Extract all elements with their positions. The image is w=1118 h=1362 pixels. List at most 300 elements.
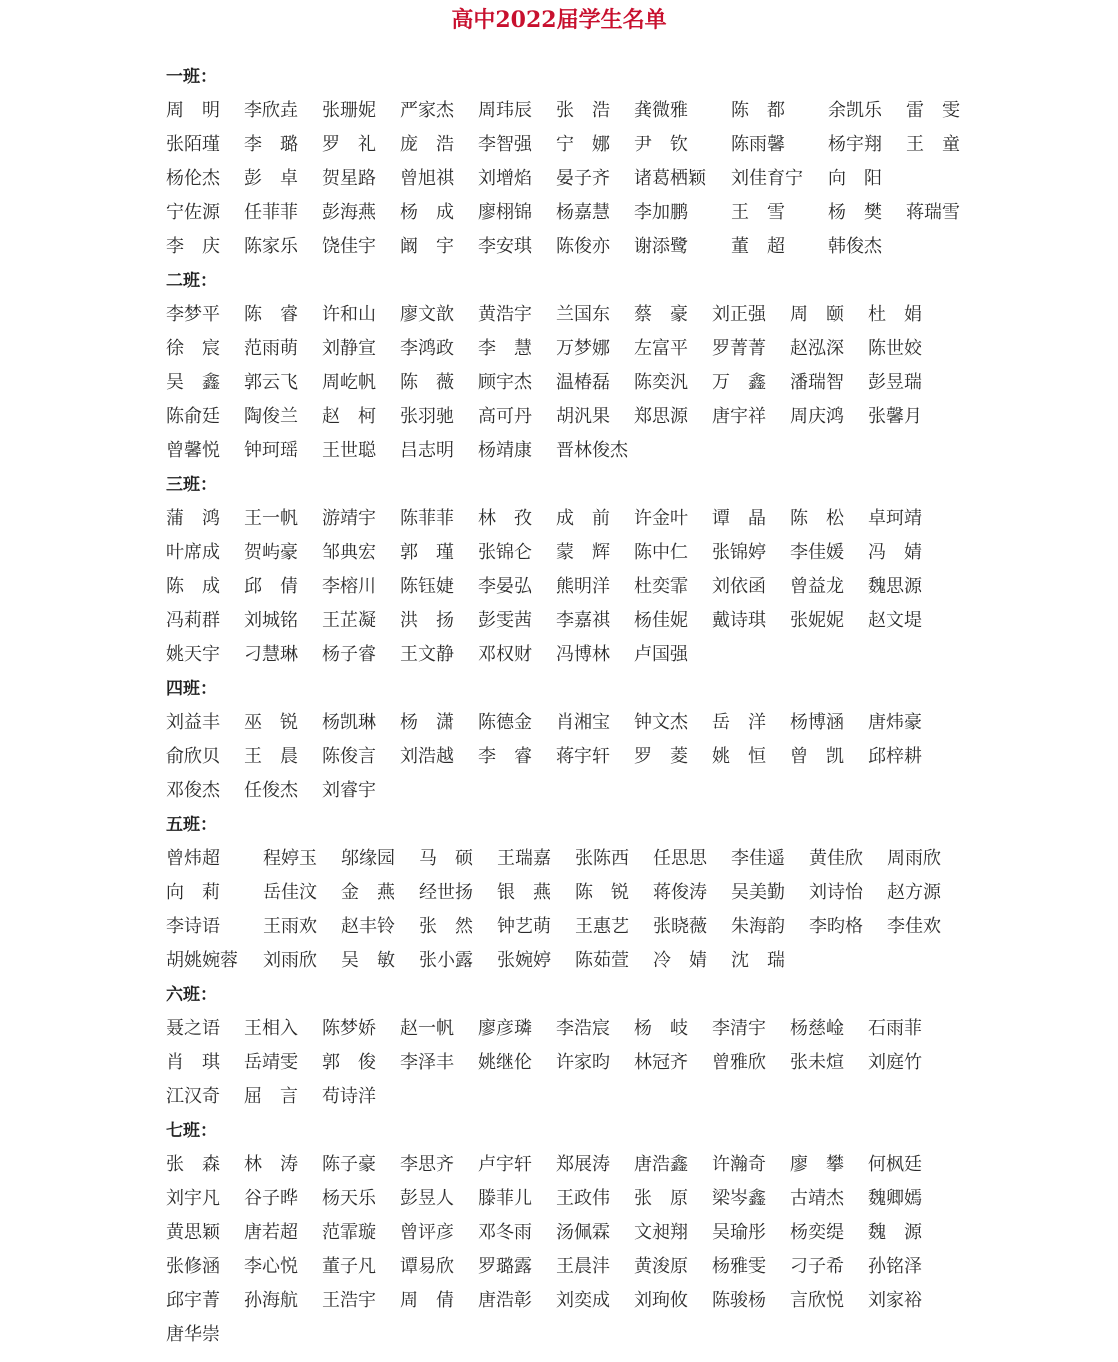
student-name: 李清宇 — [712, 1018, 766, 1039]
student-name: 李欣垚 — [244, 100, 298, 121]
student-name: 洪 扬 — [400, 610, 454, 631]
student-name: 魏思源 — [868, 576, 922, 597]
student-name: 汤佩霖 — [556, 1222, 610, 1243]
student-name: 陈俊言 — [322, 746, 376, 767]
student-name: 戴诗琪 — [712, 610, 766, 631]
student-name: 曾益龙 — [790, 576, 844, 597]
name-row — [166, 366, 996, 400]
student-name: 贺屿豪 — [244, 542, 298, 563]
student-name: 苟诗洋 — [322, 1086, 376, 1107]
class-block-5 — [166, 808, 996, 978]
student-name: 杨 潇 — [400, 712, 454, 733]
student-name: 肖湘宝 — [556, 712, 610, 733]
student-name: 赵泓深 — [790, 338, 844, 359]
student-name: 晏子齐 — [556, 168, 610, 189]
student-name: 李泽丰 — [400, 1052, 454, 1073]
student-name: 卢宇轩 — [478, 1154, 532, 1175]
name-row — [166, 1012, 996, 1046]
student-name: 蒲 鸿 — [166, 508, 220, 529]
student-name: 李 睿 — [478, 746, 532, 767]
student-name: 周 倩 — [400, 1290, 454, 1311]
student-name: 杨雅雯 — [712, 1256, 766, 1277]
student-name: 赵文堤 — [868, 610, 922, 631]
student-name: 吴瑜彤 — [712, 1222, 766, 1243]
student-name: 宁佐源 — [166, 202, 220, 223]
student-name: 黄浚原 — [634, 1256, 688, 1277]
student-name: 廖彦璘 — [478, 1018, 532, 1039]
student-name: 许家昀 — [556, 1052, 610, 1073]
student-name: 冯博林 — [556, 644, 610, 665]
student-name: 任菲菲 — [244, 202, 298, 223]
student-name: 黄浩宇 — [478, 304, 532, 325]
student-name: 岳 洋 — [712, 712, 766, 733]
student-name: 晋林俊杰 — [556, 440, 628, 461]
name-row — [166, 1216, 996, 1250]
student-name: 庞 浩 — [400, 134, 454, 155]
name-row — [166, 1284, 996, 1318]
student-name: 石雨菲 — [868, 1018, 922, 1039]
student-name: 刘庭竹 — [868, 1052, 922, 1073]
name-row — [166, 434, 996, 468]
student-name: 冯 婧 — [868, 542, 922, 563]
student-name: 孙铭泽 — [868, 1256, 922, 1277]
student-name: 宁 娜 — [556, 134, 610, 155]
student-name: 陈俞廷 — [166, 406, 220, 427]
student-name: 张小露 — [419, 950, 473, 971]
student-name: 雷 雯 — [906, 100, 960, 121]
student-name: 李浩宸 — [556, 1018, 610, 1039]
student-name: 孙海航 — [244, 1290, 298, 1311]
student-name: 陈钰婕 — [400, 576, 454, 597]
student-name: 罗璐露 — [478, 1256, 532, 1277]
student-name: 许瀚奇 — [712, 1154, 766, 1175]
student-name: 周庆鸿 — [790, 406, 844, 427]
student-name: 万 鑫 — [712, 372, 766, 393]
student-name: 经世扬 — [419, 882, 473, 903]
student-name: 王芷凝 — [322, 610, 376, 631]
student-name: 谷子晔 — [244, 1188, 298, 1209]
student-name: 姚天宇 — [166, 644, 220, 665]
student-name: 周玮辰 — [478, 100, 532, 121]
class-block-2 — [166, 264, 996, 468]
student-name: 周屹帆 — [322, 372, 376, 393]
student-name: 卓珂靖 — [868, 508, 922, 529]
name-row — [166, 128, 996, 162]
name-row — [166, 570, 996, 604]
class-block-7 — [166, 1114, 996, 1352]
student-name: 范雨萌 — [244, 338, 298, 359]
student-name: 刘诗怡 — [809, 882, 863, 903]
student-name: 肖 琪 — [166, 1052, 220, 1073]
student-name: 唐华崇 — [166, 1324, 220, 1345]
student-name: 刘增焰 — [478, 168, 532, 189]
student-name: 杜奕霏 — [634, 576, 688, 597]
student-name: 饶佳宇 — [322, 236, 376, 257]
student-name: 滕菲儿 — [478, 1188, 532, 1209]
student-name: 周雨欣 — [887, 848, 941, 869]
student-name: 刘静宣 — [322, 338, 376, 359]
student-name: 李梦平 — [166, 304, 220, 325]
student-name: 王惠艺 — [575, 916, 629, 937]
student-name: 张 原 — [634, 1188, 688, 1209]
student-name: 陈俊亦 — [556, 236, 610, 257]
student-name: 张锦婷 — [712, 542, 766, 563]
student-name: 金 燕 — [341, 882, 395, 903]
student-name: 贺星路 — [322, 168, 376, 189]
student-name: 姚继伦 — [478, 1052, 532, 1073]
name-row — [166, 910, 996, 944]
student-name: 张馨月 — [868, 406, 922, 427]
student-name: 杨博涵 — [790, 712, 844, 733]
name-row — [166, 774, 996, 808]
student-name: 叶席成 — [166, 542, 220, 563]
student-name: 岳佳汶 — [263, 882, 317, 903]
student-name: 邓冬雨 — [478, 1222, 532, 1243]
student-name: 杨靖康 — [478, 440, 532, 461]
student-name: 杨佳妮 — [634, 610, 688, 631]
class-heading: 二班： — [166, 271, 217, 291]
class-block-3 — [166, 468, 996, 672]
student-name: 张 森 — [166, 1154, 220, 1175]
name-row — [166, 1148, 996, 1182]
student-name: 周 颐 — [790, 304, 844, 325]
student-name: 李佳欢 — [887, 916, 941, 937]
student-name: 万梦娜 — [556, 338, 610, 359]
student-name: 诸葛栖颖 — [634, 168, 706, 189]
student-name: 杜 娟 — [868, 304, 922, 325]
student-name: 郭云飞 — [244, 372, 298, 393]
student-name: 陈家乐 — [244, 236, 298, 257]
student-name: 廖 攀 — [790, 1154, 844, 1175]
student-name: 胡汎果 — [556, 406, 610, 427]
student-name: 杨 成 — [400, 202, 454, 223]
student-name: 刘奕成 — [556, 1290, 610, 1311]
student-name: 唐浩彰 — [478, 1290, 532, 1311]
student-name: 蒙 辉 — [556, 542, 610, 563]
student-name: 周 明 — [166, 100, 220, 121]
student-name: 唐宇祥 — [712, 406, 766, 427]
student-name: 李晏弘 — [478, 576, 532, 597]
student-name: 龚微雅 — [634, 100, 688, 121]
student-name: 张陈西 — [575, 848, 629, 869]
student-name: 李鸿政 — [400, 338, 454, 359]
student-name: 阚 宇 — [400, 236, 454, 257]
student-name: 张修涵 — [166, 1256, 220, 1277]
student-name: 张晓薇 — [653, 916, 707, 937]
student-name: 李嘉祺 — [556, 610, 610, 631]
student-name: 冯莉群 — [166, 610, 220, 631]
student-name: 杨宇翔 — [828, 134, 882, 155]
student-name: 冷 婧 — [653, 950, 707, 971]
student-name: 李昀格 — [809, 916, 863, 937]
student-name: 陈骏杨 — [712, 1290, 766, 1311]
name-row — [166, 1250, 996, 1284]
student-name: 林冠齐 — [634, 1052, 688, 1073]
student-name: 王瑞嘉 — [497, 848, 551, 869]
student-name: 杨 樊 — [828, 202, 882, 223]
student-name: 董 超 — [731, 236, 785, 257]
student-name: 曾炜超 — [166, 848, 220, 869]
student-name: 刘依函 — [712, 576, 766, 597]
student-name: 吕志明 — [400, 440, 454, 461]
name-row — [166, 162, 996, 196]
student-name: 彭海燕 — [322, 202, 376, 223]
student-name: 李思齐 — [400, 1154, 454, 1175]
student-name: 陈菲菲 — [400, 508, 454, 529]
student-name: 徐 宸 — [166, 338, 220, 359]
class-heading: 五班： — [166, 815, 217, 835]
name-row — [166, 536, 996, 570]
name-row — [166, 332, 996, 366]
student-name: 刘雨欣 — [263, 950, 317, 971]
student-name: 刘家裕 — [868, 1290, 922, 1311]
student-name: 王 童 — [906, 134, 960, 155]
student-name: 刁子希 — [790, 1256, 844, 1277]
name-row — [166, 1080, 996, 1114]
class-heading: 三班： — [166, 475, 217, 495]
student-name: 刘益丰 — [166, 712, 220, 733]
student-name: 许金叶 — [634, 508, 688, 529]
student-name: 王文静 — [400, 644, 454, 665]
student-name: 刘城铭 — [244, 610, 298, 631]
name-row — [166, 502, 996, 536]
student-name: 游靖宇 — [322, 508, 376, 529]
student-name: 张珊妮 — [322, 100, 376, 121]
student-name: 刘宇凡 — [166, 1188, 220, 1209]
student-name: 林 孜 — [478, 508, 532, 529]
student-name: 赵丰铃 — [341, 916, 395, 937]
class-block-4 — [166, 672, 996, 808]
student-name: 杨子睿 — [322, 644, 376, 665]
student-name: 赵方源 — [887, 882, 941, 903]
student-name: 赵 柯 — [322, 406, 376, 427]
student-name: 吴美勤 — [731, 882, 785, 903]
student-name: 邓权财 — [478, 644, 532, 665]
student-name: 吴 敏 — [341, 950, 395, 971]
student-name: 蔡 豪 — [634, 304, 688, 325]
class-heading: 一班： — [166, 67, 217, 87]
student-name: 张未煊 — [790, 1052, 844, 1073]
class-heading: 七班： — [166, 1121, 217, 1141]
student-name: 银 燕 — [497, 882, 551, 903]
student-name: 陈 睿 — [244, 304, 298, 325]
student-name: 唐若超 — [244, 1222, 298, 1243]
student-name: 王 雪 — [731, 202, 785, 223]
student-name: 向 莉 — [166, 882, 220, 903]
student-name: 吴 鑫 — [166, 372, 220, 393]
student-name: 王世聪 — [322, 440, 376, 461]
name-row — [166, 876, 996, 910]
student-name: 廖栩锦 — [478, 202, 532, 223]
student-name: 彭 卓 — [244, 168, 298, 189]
class-heading: 六班： — [166, 985, 217, 1005]
student-name: 向 阳 — [828, 168, 882, 189]
student-name: 张 浩 — [556, 100, 610, 121]
class-block-1 — [166, 60, 996, 264]
student-name: 邓俊杰 — [166, 780, 220, 801]
student-name: 陈 松 — [790, 508, 844, 529]
student-name: 邱梓耕 — [868, 746, 922, 767]
student-name: 文昶翔 — [634, 1222, 688, 1243]
student-name: 王一帆 — [244, 508, 298, 529]
student-name: 杨奕缇 — [790, 1222, 844, 1243]
student-name: 蒋瑞雪 — [906, 202, 960, 223]
student-name: 朱海韵 — [731, 916, 785, 937]
student-name: 卢国强 — [634, 644, 688, 665]
student-name: 李榕川 — [322, 576, 376, 597]
student-name: 陈 薇 — [400, 372, 454, 393]
student-name: 刁慧琳 — [244, 644, 298, 665]
student-name: 刘正强 — [712, 304, 766, 325]
student-name: 言欣悦 — [790, 1290, 844, 1311]
student-name: 左富平 — [634, 338, 688, 359]
student-name: 韩俊杰 — [828, 236, 882, 257]
student-name: 陈世姣 — [868, 338, 922, 359]
student-name: 巫 锐 — [244, 712, 298, 733]
student-name: 屈 言 — [244, 1086, 298, 1107]
student-name: 郑思源 — [634, 406, 688, 427]
student-name: 温椿磊 — [556, 372, 610, 393]
student-name: 梁岑鑫 — [712, 1188, 766, 1209]
student-name: 曾馨悦 — [166, 440, 220, 461]
student-name: 杨凯琳 — [322, 712, 376, 733]
student-name: 刘珣攸 — [634, 1290, 688, 1311]
student-name: 李加鹏 — [634, 202, 688, 223]
student-name: 邬缘园 — [341, 848, 395, 869]
student-name: 陈 锐 — [575, 882, 629, 903]
student-name: 张妮妮 — [790, 610, 844, 631]
student-name: 沈 瑞 — [731, 950, 785, 971]
name-row — [166, 944, 996, 978]
student-name: 郭 俊 — [322, 1052, 376, 1073]
student-name: 何枫廷 — [868, 1154, 922, 1175]
student-name: 蒋俊涛 — [653, 882, 707, 903]
name-row — [166, 1046, 996, 1080]
student-name: 胡姚婉蓉 — [166, 950, 238, 971]
student-name: 罗 菱 — [634, 746, 688, 767]
student-name: 唐炜豪 — [868, 712, 922, 733]
student-name: 张羽驰 — [400, 406, 454, 427]
student-name: 王相入 — [244, 1018, 298, 1039]
student-name: 李佳媛 — [790, 542, 844, 563]
student-name: 张锦仑 — [478, 542, 532, 563]
name-row — [166, 842, 996, 876]
student-name: 郑展涛 — [556, 1154, 610, 1175]
name-row — [166, 94, 996, 128]
student-name: 马 硕 — [419, 848, 473, 869]
student-name: 任思思 — [653, 848, 707, 869]
name-row — [166, 400, 996, 434]
student-name: 王晨沣 — [556, 1256, 610, 1277]
student-name: 钟文杰 — [634, 712, 688, 733]
student-name: 陈雨馨 — [731, 134, 785, 155]
student-name: 刘佳育宁 — [731, 168, 803, 189]
student-roster — [166, 60, 996, 1352]
student-name: 潘瑞智 — [790, 372, 844, 393]
student-name: 古靖杰 — [790, 1188, 844, 1209]
student-name: 李佳遥 — [731, 848, 785, 869]
student-name: 李 庆 — [166, 236, 220, 257]
student-name: 陈奕汎 — [634, 372, 688, 393]
student-name: 彭昱瑞 — [868, 372, 922, 393]
student-name: 杨慈崯 — [790, 1018, 844, 1039]
student-name: 王雨欢 — [263, 916, 317, 937]
student-name: 董子凡 — [322, 1256, 376, 1277]
student-name: 余凯乐 — [828, 100, 882, 121]
student-name: 陈 都 — [731, 100, 785, 121]
student-name: 谭易欣 — [400, 1256, 454, 1277]
student-name: 李安琪 — [478, 236, 532, 257]
student-name: 许和山 — [322, 304, 376, 325]
name-row — [166, 298, 996, 332]
student-name: 魏 源 — [868, 1222, 922, 1243]
student-name: 彭雯茜 — [478, 610, 532, 631]
student-name: 邹典宏 — [322, 542, 376, 563]
student-name: 王 晨 — [244, 746, 298, 767]
student-name: 高可丹 — [478, 406, 532, 427]
student-name: 曾雅欣 — [712, 1052, 766, 1073]
student-name: 李 璐 — [244, 134, 298, 155]
student-name: 陈德金 — [478, 712, 532, 733]
student-name: 黄佳欣 — [809, 848, 863, 869]
name-row — [166, 706, 996, 740]
student-name: 黄思颖 — [166, 1222, 220, 1243]
student-name: 杨天乐 — [322, 1188, 376, 1209]
student-name: 钟珂瑶 — [244, 440, 298, 461]
student-name: 兰国东 — [556, 304, 610, 325]
student-name: 任俊杰 — [244, 780, 298, 801]
student-name: 曾旭祺 — [400, 168, 454, 189]
student-name: 陈梦娇 — [322, 1018, 376, 1039]
name-row — [166, 230, 996, 264]
student-name: 张婉婷 — [497, 950, 551, 971]
student-name: 钟艺萌 — [497, 916, 551, 937]
student-name: 廖文歆 — [400, 304, 454, 325]
student-name: 范霏璇 — [322, 1222, 376, 1243]
name-row — [166, 638, 996, 672]
student-name: 刘睿宇 — [322, 780, 376, 801]
name-row — [166, 196, 996, 230]
student-name: 陶俊兰 — [244, 406, 298, 427]
student-name: 刘浩越 — [400, 746, 454, 767]
student-name: 李 慧 — [478, 338, 532, 359]
student-name: 唐浩鑫 — [634, 1154, 688, 1175]
student-name: 程婷玉 — [263, 848, 317, 869]
page-title: 高中2022届学生名单 — [451, 7, 667, 33]
student-name: 王政伟 — [556, 1188, 610, 1209]
student-name: 杨 岐 — [634, 1018, 688, 1039]
student-name: 江汉奇 — [166, 1086, 220, 1107]
student-name: 陈子豪 — [322, 1154, 376, 1175]
student-name: 陈茹萱 — [575, 950, 629, 971]
student-name: 李心悦 — [244, 1256, 298, 1277]
student-name: 顾宇杰 — [478, 372, 532, 393]
student-name: 罗菁菁 — [712, 338, 766, 359]
name-row — [166, 1318, 996, 1352]
student-name: 王浩宇 — [322, 1290, 376, 1311]
student-name: 谢添鹭 — [634, 236, 688, 257]
student-name: 成 前 — [556, 508, 610, 529]
student-name: 邱 倩 — [244, 576, 298, 597]
student-name: 李智强 — [478, 134, 532, 155]
name-row — [166, 740, 996, 774]
class-block-6 — [166, 978, 996, 1114]
student-name: 岳靖雯 — [244, 1052, 298, 1073]
student-name: 曾评彦 — [400, 1222, 454, 1243]
student-name: 陈 成 — [166, 576, 220, 597]
student-name: 蒋宇轩 — [556, 746, 610, 767]
student-name: 谭 晶 — [712, 508, 766, 529]
